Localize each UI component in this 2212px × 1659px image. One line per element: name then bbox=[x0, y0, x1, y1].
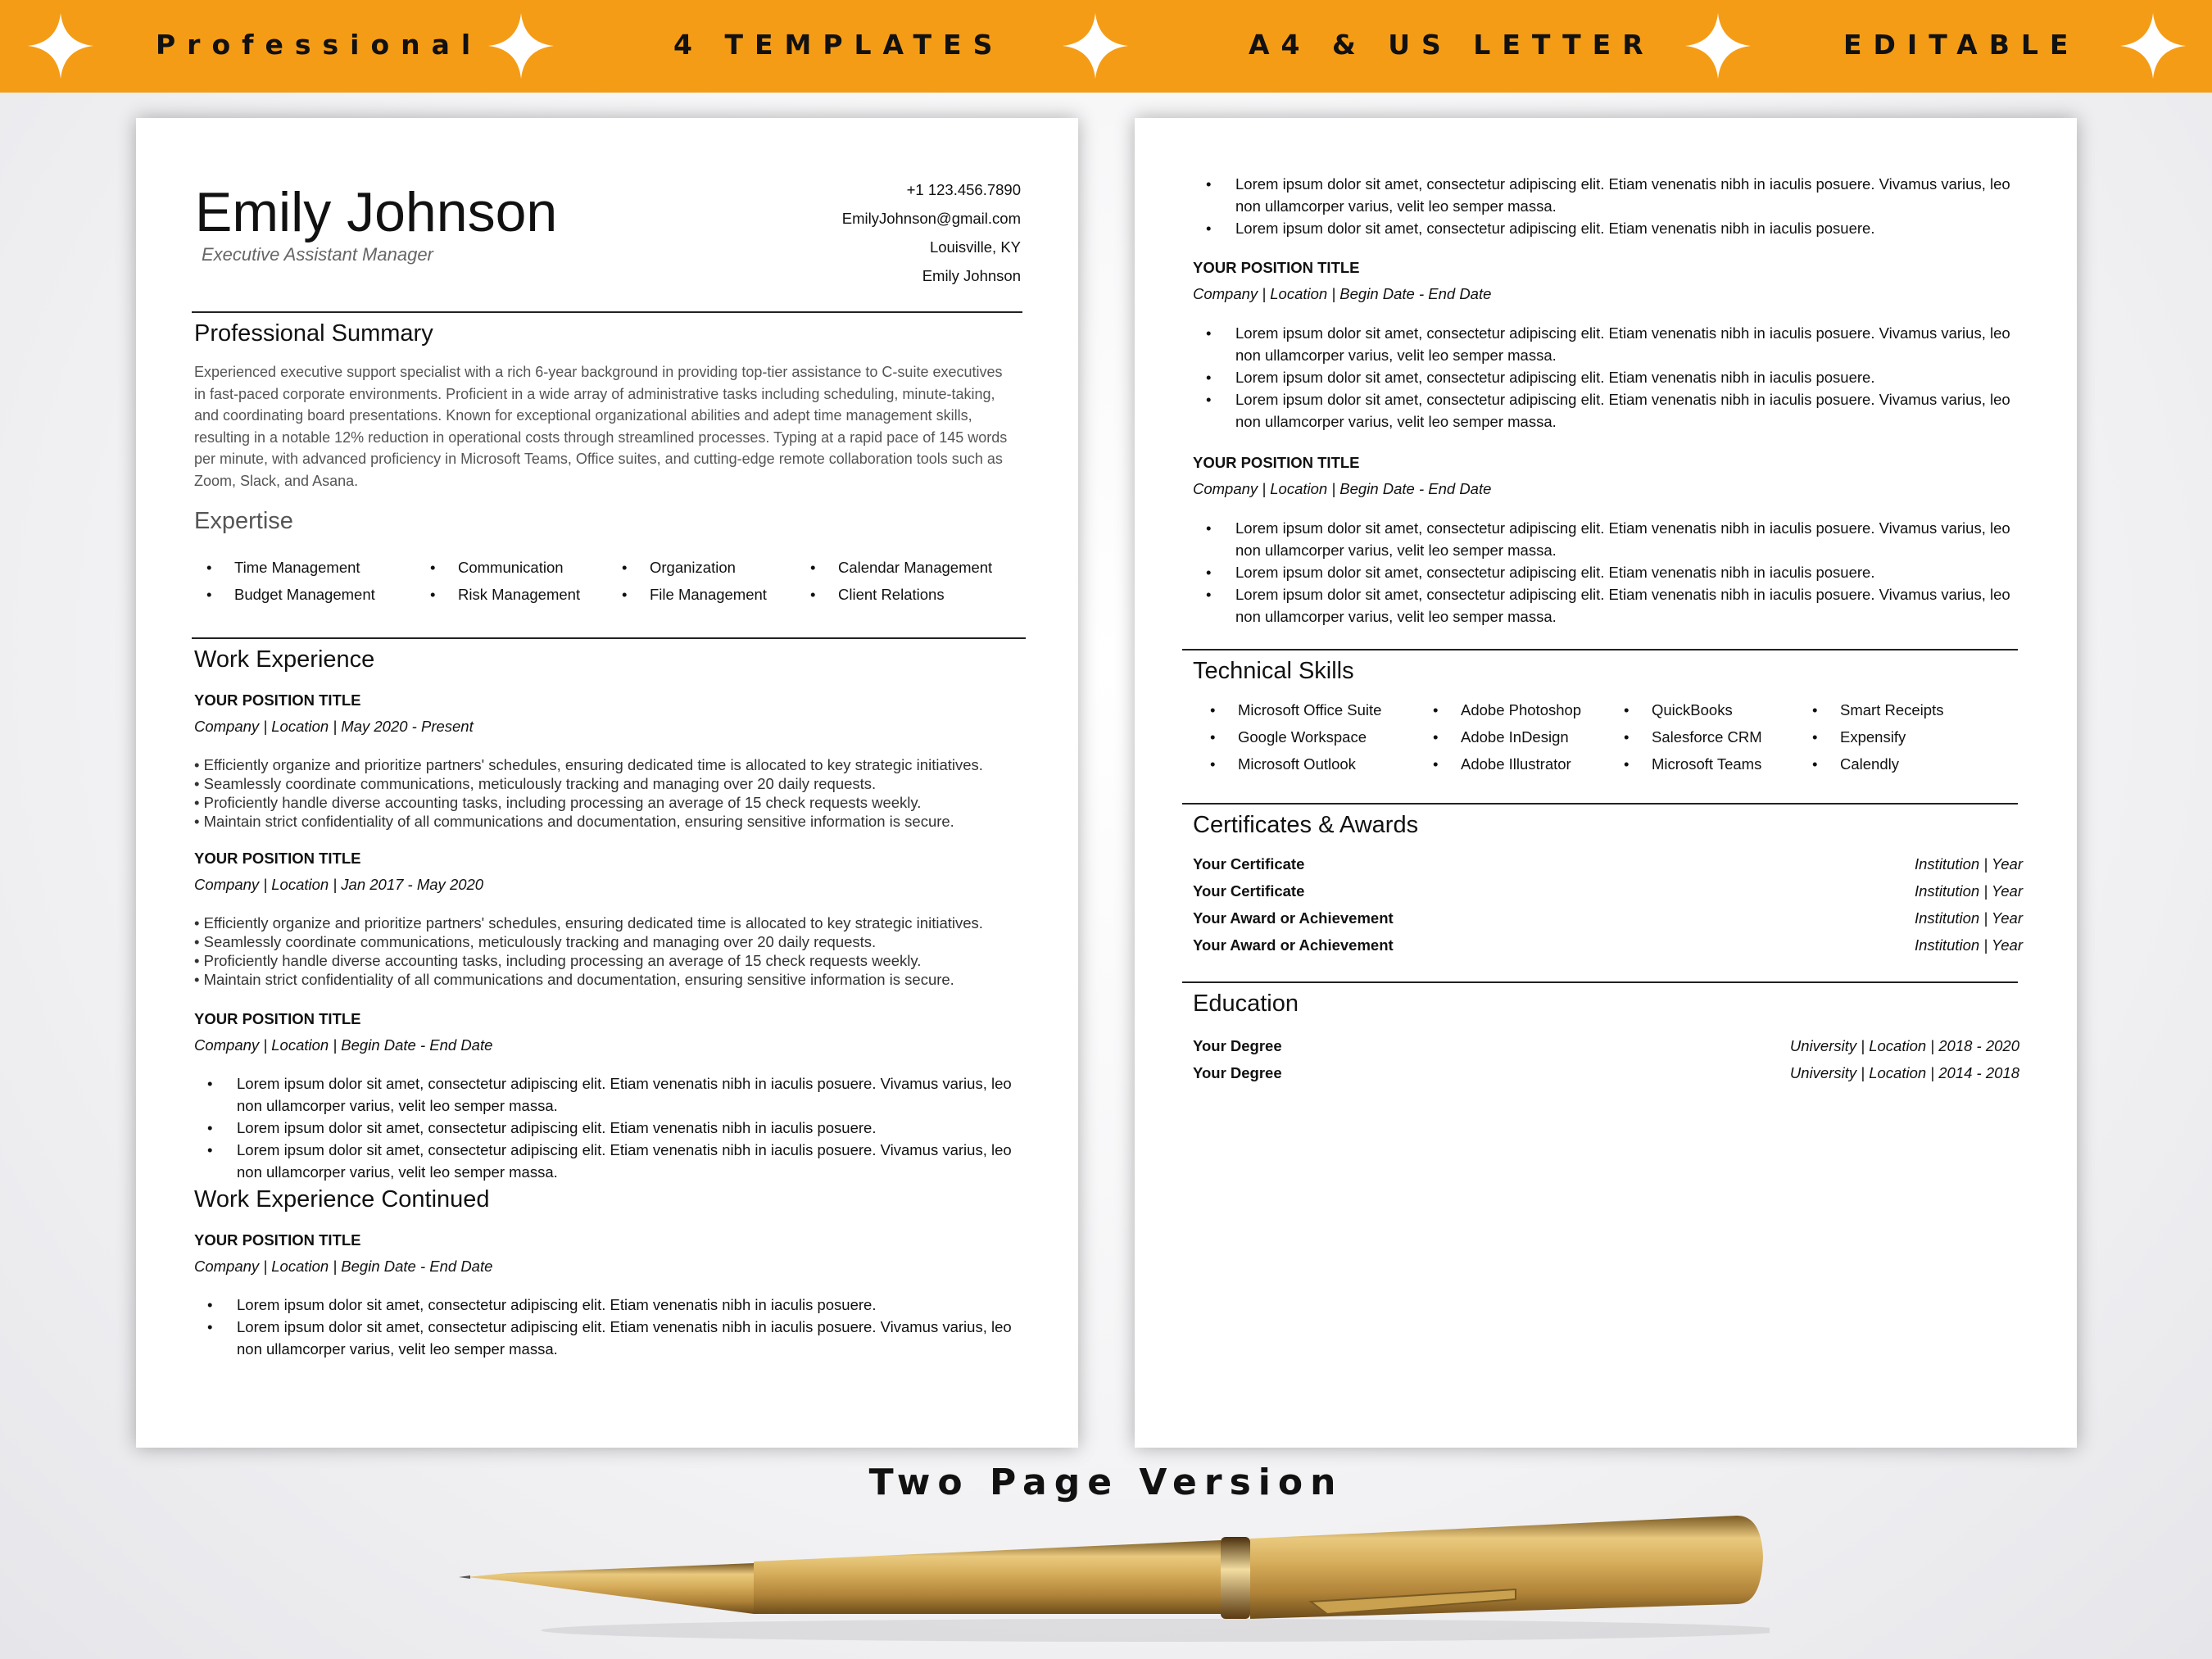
contact-location: Louisville, KY bbox=[929, 238, 1021, 256]
technical-skill: • Microsoft Outlook bbox=[1210, 750, 1433, 777]
summary-text: Experienced executive support specialist with a rich 6-year background in providing top-tier assistance to C-suite executives in fast-paced corporate environments. Proficient in a wide array of administrative tasks including scheduling, minute-taking, and coordinating board presentations. Known for exceptional organizational abilities and adept time management skills, resulting in a notable 12% reduction in operational costs through streamlined processes. Typing at a rapid pace of 145 words per minute, with advanced proficiency in Microsoft Teams, Office suites, and cutting-edge remote collaboration tools such as Zoom, Slack, and Asana. bbox=[194, 364, 1008, 489]
job-bullet: • Lorem ipsum dolor sit amet, consectetur adipiscing elit. Etiam venenatis nibh in iaculis posuere. Vivamus varius, leo non ullamcorper varius, velit leo semper massa. bbox=[1193, 388, 2020, 433]
divider bbox=[1182, 981, 2018, 983]
caption-two-page-version: Two Page Version bbox=[868, 1462, 1344, 1503]
divider bbox=[1182, 649, 2018, 650]
resume-page-1 bbox=[136, 118, 1078, 1448]
job-bullet: • Proficiently handle diverse accounting tasks, including processing an average of 15 check requests weekly. bbox=[194, 952, 922, 969]
technical-skill: • Adobe InDesign bbox=[1433, 723, 1624, 750]
section-title-certificates: Certificates & Awards bbox=[1193, 812, 1419, 838]
job-bullet: • Maintain strict confidentiality of all communications and documentation, ensuring sensitive information is secure. bbox=[194, 813, 954, 830]
job-bullet: • Seamlessly coordinate communications, meticulously tracking and managing over 20 daily requests. bbox=[194, 933, 877, 950]
job-bullet: • Efficiently organize and prioritize partners' schedules, ensuring dedicated time is allocated to key strategic initiatives. bbox=[194, 914, 983, 931]
degree-name: Your Degree bbox=[1193, 1037, 1282, 1054]
job-position: YOUR POSITION TITLE bbox=[194, 1010, 361, 1027]
section-title-education: Education bbox=[1193, 990, 1299, 1017]
expertise-item: • Risk Management bbox=[430, 581, 622, 608]
technical-skill: • Google Workspace bbox=[1210, 723, 1433, 750]
divider bbox=[1182, 803, 2018, 805]
job-meta: Company | Location | Jan 2017 - May 2020 bbox=[194, 876, 484, 893]
award-name: Your Award or Achievement bbox=[1193, 909, 1394, 927]
degree-detail: University | Location | 2018 - 2020 bbox=[1789, 1037, 2019, 1054]
job-position: YOUR POSITION TITLE bbox=[194, 1231, 361, 1249]
resume-page-2 bbox=[1135, 118, 2077, 1448]
job-meta: Company | Location | Begin Date - End Date bbox=[194, 1258, 493, 1275]
technical-skill: • Expensify bbox=[1812, 723, 2025, 750]
resume-name: Emily Johnson bbox=[195, 181, 558, 243]
expertise-item: • Client Relations bbox=[810, 581, 1023, 608]
job-meta: Company | Location | Begin Date - End Date bbox=[194, 1036, 493, 1054]
job-bullets bbox=[194, 1072, 1022, 1183]
expertise-item: • Time Management bbox=[206, 554, 430, 581]
job-bullet: • Lorem ipsum dolor sit amet, consectetur adipiscing elit. Etiam venenatis nibh in iaculis posuere. bbox=[1193, 561, 2020, 583]
resume-job-title: Executive Assistant Manager bbox=[202, 244, 433, 265]
job-bullets bbox=[1193, 322, 2020, 433]
technical-skill: • QuickBooks bbox=[1624, 696, 1812, 723]
job-bullet: • Lorem ipsum dolor sit amet, consectetur adipiscing elit. Etiam venenatis nibh in iaculis posuere. bbox=[194, 1294, 1022, 1316]
job-meta: Company | Location | May 2020 - Present bbox=[194, 718, 474, 735]
sparkle-icon bbox=[28, 13, 93, 79]
technical-skill: • Microsoft Teams bbox=[1624, 750, 1812, 777]
job-position: YOUR POSITION TITLE bbox=[194, 691, 361, 709]
job-bullet: • Efficiently organize and prioritize partners' schedules, ensuring dedicated time is allocated to key strategic initiatives. bbox=[194, 756, 983, 773]
sparkle-icon bbox=[488, 13, 554, 79]
divider bbox=[192, 311, 1022, 313]
job-bullet: • Lorem ipsum dolor sit amet, consectetur adipiscing elit. Etiam venenatis nibh in iaculis posuere. bbox=[1193, 366, 2020, 388]
job-bullet: • Lorem ipsum dolor sit amet, consectetur adipiscing elit. Etiam venenatis nibh in iaculis posuere. Vivamus varius, leo non ullamcorper varius, velit leo semper massa. bbox=[1193, 517, 2020, 561]
contact-email: EmilyJohnson@gmail.com bbox=[841, 210, 1021, 227]
degree-detail: University | Location | 2014 - 2018 bbox=[1789, 1064, 2019, 1081]
technical-skills-grid bbox=[1210, 696, 2025, 777]
job-bullet: • Lorem ipsum dolor sit amet, consectetur adipiscing elit. Etiam venenatis nibh in iaculis posuere. bbox=[1193, 217, 2020, 239]
job-bullets bbox=[194, 755, 983, 831]
section-title-summary: Professional Summary bbox=[194, 320, 433, 347]
job-position: YOUR POSITION TITLE bbox=[1193, 454, 1360, 471]
job-position: YOUR POSITION TITLE bbox=[194, 850, 361, 867]
award-detail: Institution | Year bbox=[1915, 909, 2023, 927]
contact-linkedin: Emily Johnson bbox=[922, 267, 1021, 284]
sparkle-icon bbox=[2120, 13, 2186, 79]
section-title-work: Work Experience bbox=[194, 646, 375, 673]
certificate-detail: Institution | Year bbox=[1915, 855, 2023, 873]
award-detail: Institution | Year bbox=[1915, 936, 2023, 954]
certificate-name: Your Certificate bbox=[1193, 855, 1305, 873]
expertise-item: • File Management bbox=[622, 581, 810, 608]
technical-skill: • Adobe Photoshop bbox=[1433, 696, 1624, 723]
certificate-detail: Institution | Year bbox=[1915, 882, 2023, 900]
expertise-item: • Communication bbox=[430, 554, 622, 581]
top-banner bbox=[0, 0, 2212, 93]
expertise-grid bbox=[206, 554, 1023, 608]
section-title-expertise: Expertise bbox=[194, 508, 293, 534]
job-bullets bbox=[194, 913, 983, 989]
job-bullet: • Maintain strict confidentiality of all communications and documentation, ensuring sensitive information is secure. bbox=[194, 971, 954, 988]
job-position: YOUR POSITION TITLE bbox=[1193, 259, 1360, 276]
job-bullet: • Lorem ipsum dolor sit amet, consectetur adipiscing elit. Etiam venenatis nibh in iaculis posuere. bbox=[194, 1117, 1022, 1139]
job-bullet: • Lorem ipsum dolor sit amet, consectetur adipiscing elit. Etiam venenatis nibh in iaculis posuere. Vivamus varius, leo non ullamcorper varius, velit leo semper massa. bbox=[1193, 583, 2020, 628]
section-title-technical-skills: Technical Skills bbox=[1193, 658, 1354, 684]
job-bullets bbox=[1193, 173, 2020, 239]
technical-skill: • Microsoft Office Suite bbox=[1210, 696, 1433, 723]
job-bullet: • Lorem ipsum dolor sit amet, consectetur adipiscing elit. Etiam venenatis nibh in iaculis posuere. Vivamus varius, leo non ullamcorper varius, velit leo semper massa. bbox=[194, 1072, 1022, 1117]
contact-block bbox=[842, 175, 1021, 290]
sparkle-icon bbox=[1063, 13, 1128, 79]
banner-label-editable: EDITABLE bbox=[1843, 29, 2080, 61]
certificate-name: Your Certificate bbox=[1193, 882, 1305, 900]
job-meta: Company | Location | Begin Date - End Date bbox=[1193, 480, 1492, 497]
gold-pen-image bbox=[459, 1491, 1770, 1655]
contact-phone: +1 123.456.7890 bbox=[906, 181, 1021, 198]
sparkle-icon bbox=[1685, 13, 1751, 79]
technical-skill: • Calendly bbox=[1812, 750, 2025, 777]
job-bullet: • Lorem ipsum dolor sit amet, consectetur adipiscing elit. Etiam venenatis nibh in iaculis posuere. Vivamus varius, leo non ullamcorper varius, velit leo semper massa. bbox=[194, 1139, 1022, 1183]
technical-skill: • Smart Receipts bbox=[1812, 696, 2025, 723]
job-bullet: • Lorem ipsum dolor sit amet, consectetur adipiscing elit. Etiam venenatis nibh in iaculis posuere. Vivamus varius, leo non ullamcorper varius, velit leo semper massa. bbox=[194, 1316, 1022, 1360]
divider bbox=[192, 637, 1026, 639]
degree-name: Your Degree bbox=[1193, 1064, 1282, 1081]
job-bullet: • Proficiently handle diverse accounting tasks, including processing an average of 15 check requests weekly. bbox=[194, 794, 922, 811]
expertise-item: • Organization bbox=[622, 554, 810, 581]
job-bullets bbox=[1193, 517, 2020, 628]
job-meta: Company | Location | Begin Date - End Date bbox=[1193, 285, 1492, 302]
section-title-work-continued: Work Experience Continued bbox=[194, 1186, 490, 1213]
banner-label-templates: 4 TEMPLATES bbox=[673, 29, 1004, 61]
expertise-item: • Calendar Management bbox=[810, 554, 1023, 581]
job-bullet: • Seamlessly coordinate communications, meticulously tracking and managing over 20 daily requests. bbox=[194, 775, 877, 792]
expertise-item: • Budget Management bbox=[206, 581, 430, 608]
technical-skill: • Salesforce CRM bbox=[1624, 723, 1812, 750]
job-bullet: • Lorem ipsum dolor sit amet, consectetur adipiscing elit. Etiam venenatis nibh in iaculis posuere. Vivamus varius, leo non ullamcorper varius, velit leo semper massa. bbox=[1193, 322, 2020, 366]
banner-label-professional: Professional bbox=[156, 29, 483, 61]
job-bullet: • Lorem ipsum dolor sit amet, consectetur adipiscing elit. Etiam venenatis nibh in iaculis posuere. Vivamus varius, leo non ullamcorper varius, velit leo semper massa. bbox=[1193, 173, 2020, 217]
technical-skill: • Adobe Illustrator bbox=[1433, 750, 1624, 777]
banner-label-paper-sizes: A4 & US LETTER bbox=[1249, 29, 1655, 61]
job-bullets bbox=[194, 1294, 1022, 1360]
award-name: Your Award or Achievement bbox=[1193, 936, 1394, 954]
